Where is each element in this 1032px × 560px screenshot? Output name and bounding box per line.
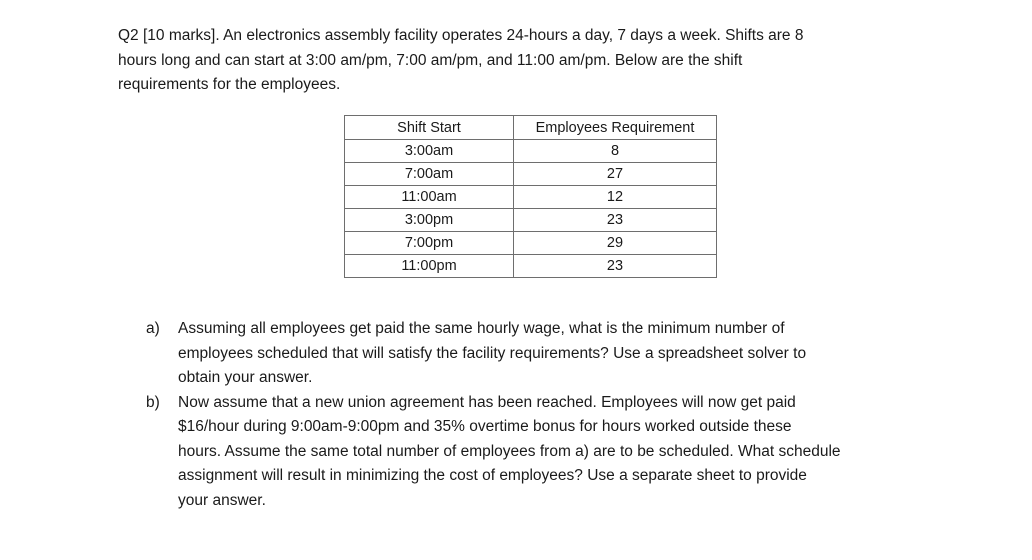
sub-question-line: your answer. bbox=[178, 491, 266, 509]
requirement-cell: 23 bbox=[514, 255, 717, 278]
shift-start-cell: 11:00pm bbox=[345, 255, 514, 278]
sub-question-text bbox=[178, 391, 926, 514]
table-row bbox=[345, 163, 717, 186]
shift-start-cell: 11:00am bbox=[345, 186, 514, 209]
sub-question-line: Assuming all employees get paid the same hourly wage, what is the minimum number of bbox=[178, 320, 785, 337]
intro-line: hours long and can start at 3:00 am/pm, 7:00 am/pm, and 11:00 am/pm. Below are the shift bbox=[118, 51, 743, 69]
question-intro bbox=[118, 24, 918, 98]
requirement-cell: 23 bbox=[514, 209, 717, 232]
sub-question-line: assignment will result in minimizing the cost of employees? Use a separate sheet to provide bbox=[178, 467, 807, 484]
sub-question-text bbox=[178, 317, 926, 391]
sub-question-b bbox=[146, 391, 926, 514]
shift-start-cell: 3:00am bbox=[345, 140, 514, 163]
header-shift-start: Shift Start bbox=[345, 116, 514, 140]
shift-requirements-table-container bbox=[344, 115, 717, 278]
shift-start-cell: 7:00am bbox=[345, 163, 514, 186]
sub-question-line: employees scheduled that will satisfy the facility requirements? Use a spreadsheet solver to bbox=[178, 344, 807, 362]
sub-questions bbox=[146, 317, 926, 513]
table-row bbox=[345, 255, 717, 278]
table-row bbox=[345, 232, 717, 255]
intro-line: requirements for the employees. bbox=[118, 76, 341, 93]
intro-line: Q2 [10 marks]. An electronics assembly facility operates 24-hours a day, 7 days a week. Shifts are 8 bbox=[118, 27, 804, 44]
header-employees-requirement: Employees Requirement bbox=[514, 116, 717, 140]
sub-question-label: a) bbox=[146, 320, 160, 337]
requirement-cell: 29 bbox=[514, 232, 717, 255]
table-row bbox=[345, 209, 717, 232]
shift-requirements-table bbox=[344, 115, 717, 278]
sub-question-line: Now assume that a new union agreement has been reached. Employees will now get paid bbox=[178, 393, 796, 411]
sub-question-line: $16/hour during 9:00am-9:00pm and 35% overtime bonus for hours worked outside these bbox=[178, 418, 792, 435]
table-row bbox=[345, 186, 717, 209]
table-header-row bbox=[345, 116, 717, 140]
sub-question-a bbox=[146, 317, 926, 391]
sub-question-line: hours. Assume the same total number of employees from a) are to be scheduled. What schedule bbox=[178, 442, 841, 460]
sub-question-label: b) bbox=[146, 393, 160, 411]
requirement-cell: 12 bbox=[514, 186, 717, 209]
shift-start-cell: 3:00pm bbox=[345, 209, 514, 232]
table-row bbox=[345, 140, 717, 163]
sub-question-line: obtain your answer. bbox=[178, 369, 313, 386]
requirement-cell: 27 bbox=[514, 163, 717, 186]
requirement-cell: 8 bbox=[514, 140, 717, 163]
shift-start-cell: 7:00pm bbox=[345, 232, 514, 255]
